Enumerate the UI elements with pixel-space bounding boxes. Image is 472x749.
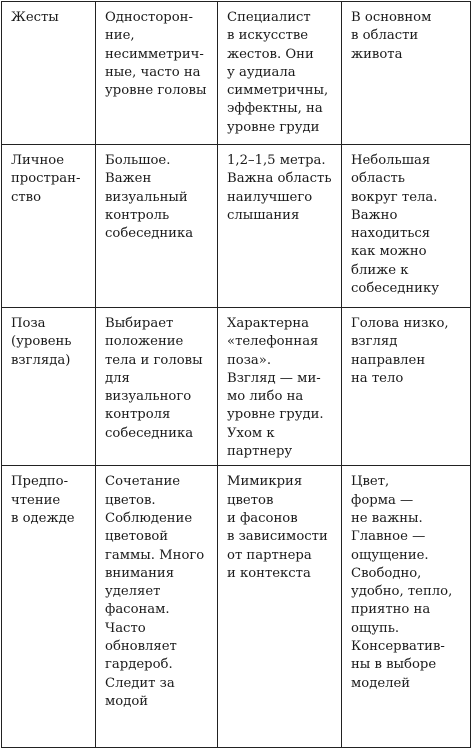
table-row	[2, 145, 471, 308]
cell-text: В основном в области живота	[351, 10, 432, 62]
table-cell	[96, 2, 218, 145]
table-cell	[342, 308, 471, 466]
table-cell	[218, 2, 342, 145]
cell-text: Большое. Важен визуальный контроль собеседника	[105, 153, 194, 242]
row-label-cell	[2, 2, 96, 145]
row-label: Поза (уровень взгляда)	[11, 316, 72, 368]
cell-text: Односторон- ние, несимметрич- ные, часто на уровне головы	[105, 10, 207, 99]
table-cell	[218, 466, 342, 748]
cell-text: 1,2–1,5 метра. Важна область наилучшего слышания	[227, 153, 332, 223]
table-cell	[96, 466, 218, 748]
row-label-cell	[2, 466, 96, 748]
row-label: Жесты	[11, 10, 59, 25]
row-label-cell	[2, 145, 96, 308]
cell-text: Характерна «телефонная поза». Взгляд — ми- мо либо на уровне груди. Ухом к партнеру	[227, 316, 324, 460]
cell-text: Выбирает положение тела и головы для визуального контроля собеседника	[105, 316, 203, 441]
cell-text: Мимикрия цветов и фасонов в зависимости от партнера и контекста	[227, 474, 328, 581]
table-row	[2, 2, 471, 145]
row-label-cell	[2, 308, 96, 466]
table-cell	[342, 466, 471, 748]
table-cell	[342, 2, 471, 145]
table-cell	[96, 308, 218, 466]
comparison-table	[1, 1, 471, 748]
cell-text: Сочетание цветов. Соблюдение цветовой гаммы. Много внимания уделяет фасонам. Часто обновляет гардероб. Следит за модой	[105, 474, 205, 709]
cell-text: Небольшая область вокруг тела. Важно находиться как можно ближе к собеседнику	[351, 153, 439, 297]
row-label: Личное простран- ство	[11, 153, 81, 205]
table-cell	[96, 145, 218, 308]
table-cell	[218, 145, 342, 308]
table-row	[2, 466, 471, 748]
cell-text: Специалист в искусстве жестов. Они у аудиала симметричны, эффектны, на уровне груди	[227, 10, 329, 135]
table-cell	[342, 145, 471, 308]
table-cell	[218, 308, 342, 466]
row-label: Предпо- чтение в одежде	[11, 474, 75, 526]
cell-text: Голова низко, взгляд направлен на тело	[351, 316, 449, 386]
table-row	[2, 308, 471, 466]
cell-text: Цвет, форма — не важны. Главное — ощущение. Свободно, удобно, тепло, приятно на ощупь. Консерватив- ны в выборе моделей	[351, 474, 453, 691]
